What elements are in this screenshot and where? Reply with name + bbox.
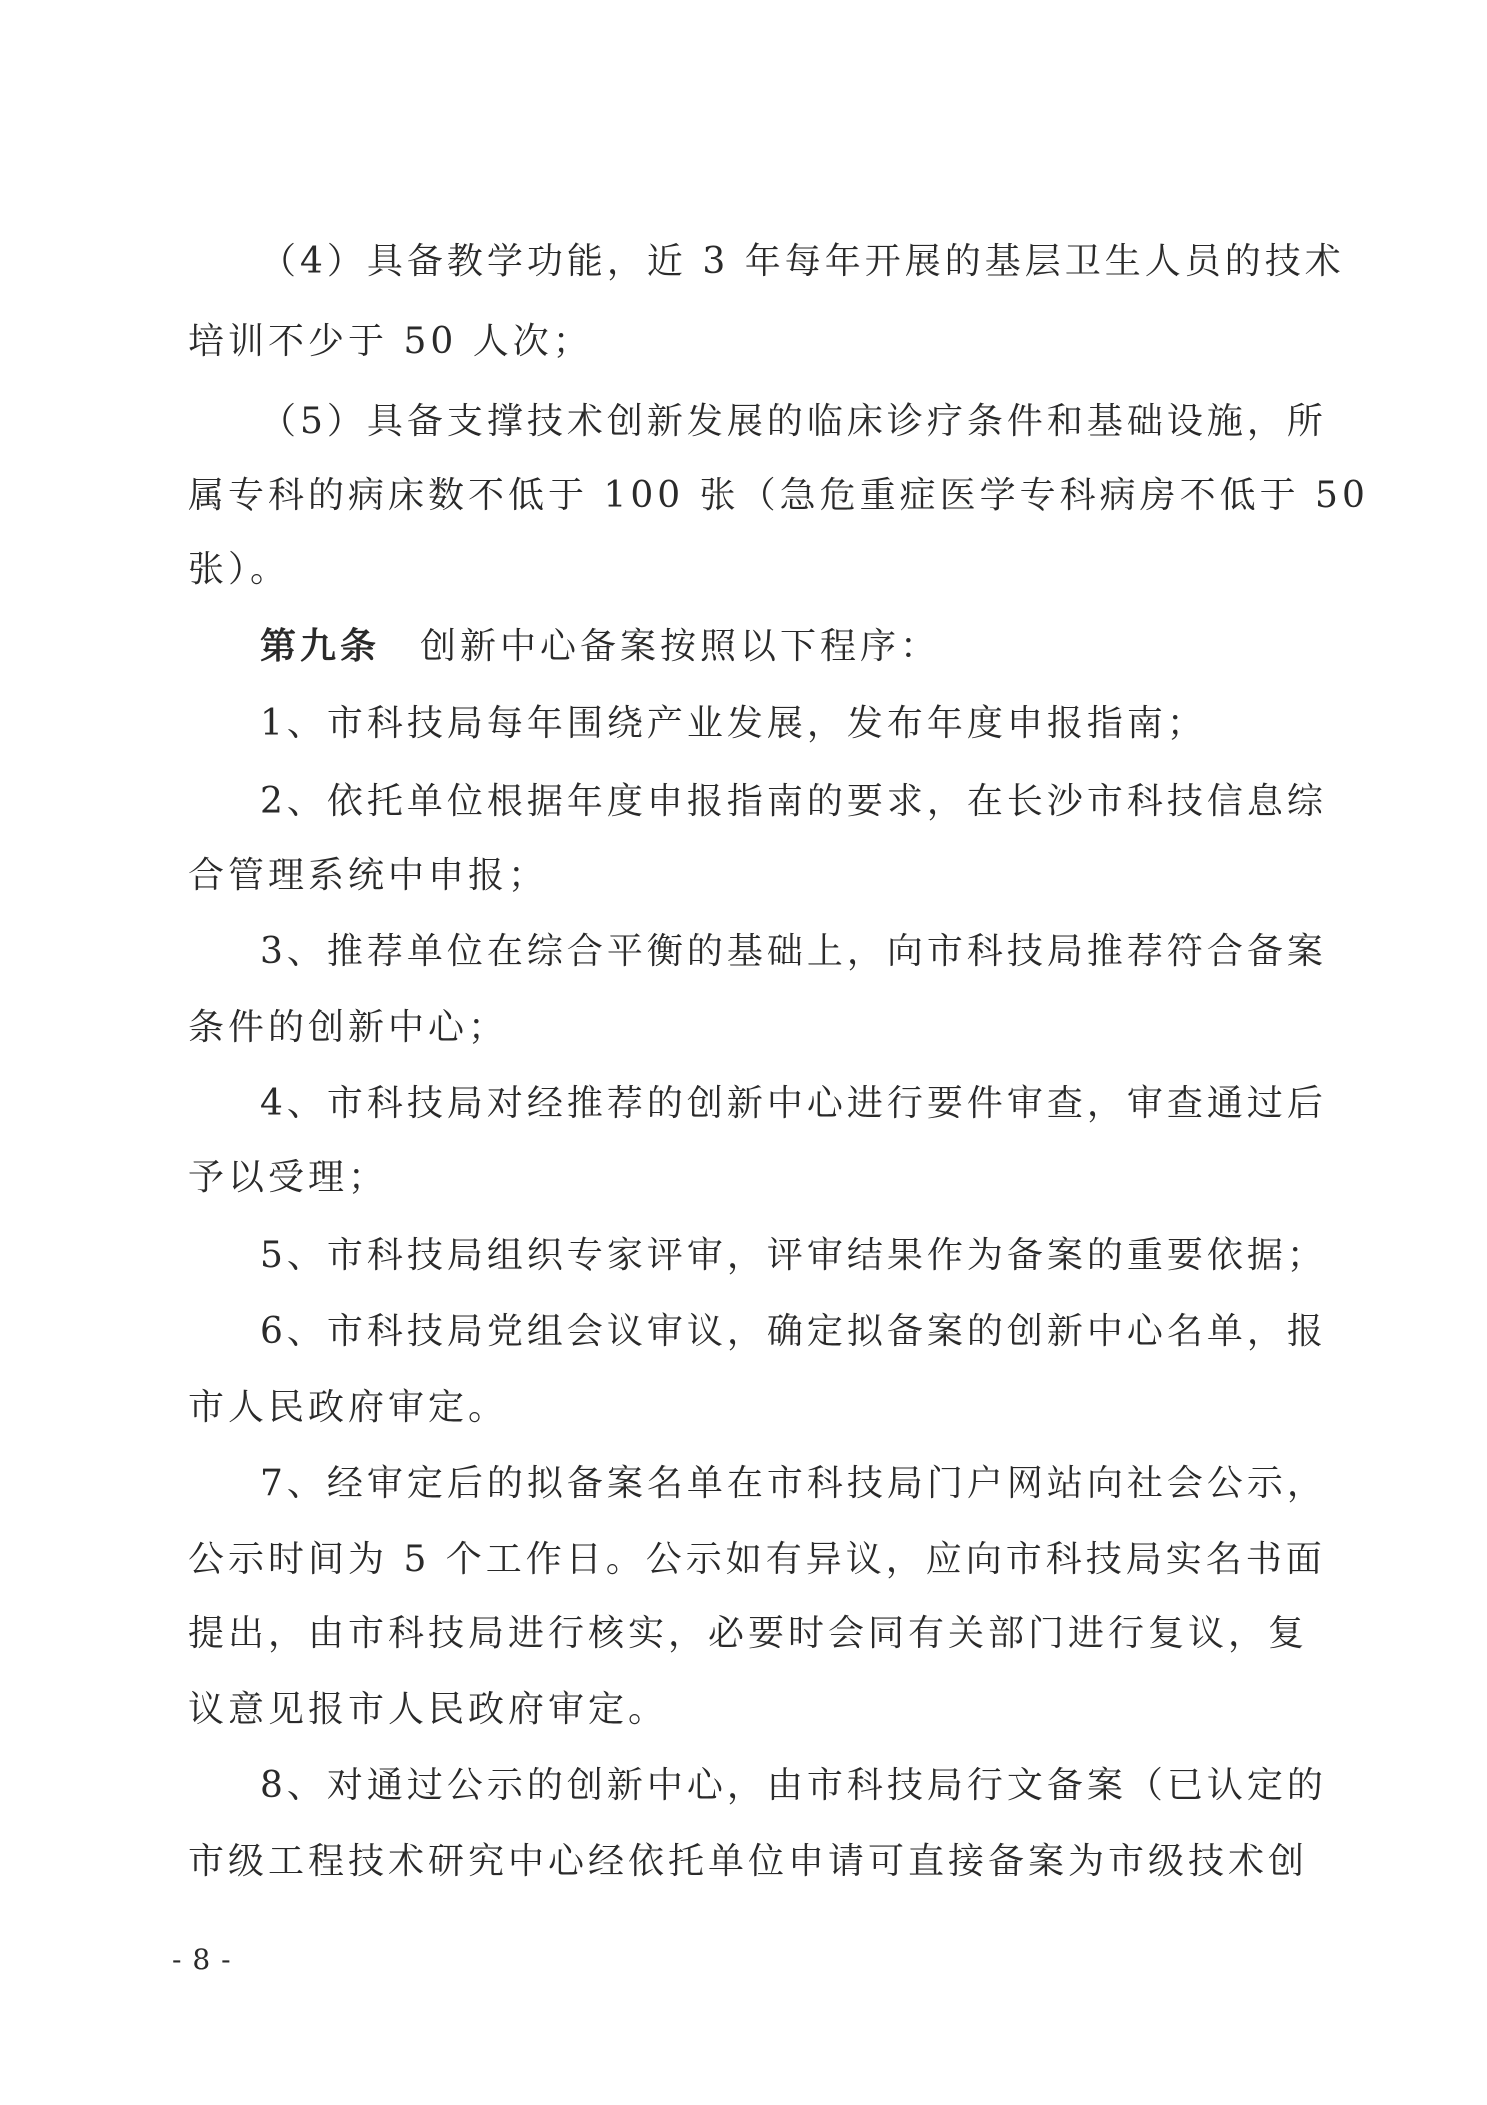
step-4-line-2: 予以受理； <box>188 1157 389 1198</box>
step-4-line-1: 4、市科技局对经推荐的创新中心进行要件审查，审查通过后 <box>260 1083 1327 1124</box>
article-9-text: 创新中心备案按照以下程序： <box>420 626 941 667</box>
step-6-line-2: 市人民政府审定。 <box>188 1387 509 1428</box>
step-8-line-1: 8、对通过公示的创新中心，由市科技局行文备案（已认定的 <box>260 1765 1327 1806</box>
step-6-line-1: 6、市科技局党组会议审议，确定拟备案的创新中心名单，报 <box>260 1311 1327 1352</box>
step-3-line-2: 条件的创新中心； <box>188 1007 509 1048</box>
step-7-line-4: 议意见报市人民政府审定。 <box>188 1689 669 1730</box>
step-7-line-3: 提出，由市科技局进行核实，必要时会同有关部门进行复议，复 <box>188 1613 1309 1654</box>
page-number: - 8 - <box>172 1943 232 1976</box>
paragraph-5-line-1: （5）具备支撑技术创新发展的临床诊疗条件和基础设施，所 <box>260 401 1327 442</box>
step-8-line-2: 市级工程技术研究中心经依托单位申请可直接备案为市级技术创 <box>188 1841 1309 1882</box>
article-9-heading: 第九条 <box>260 625 381 667</box>
step-7-line-2: 公示时间为 5 个工作日。公示如有异议，应向市科技局实名书面 <box>188 1539 1326 1580</box>
paragraph-5-line-2: 属专科的病床数不低于 100 张（急危重症医学专科病房不低于 50 <box>188 475 1369 516</box>
paragraph-4-line-2: 培训不少于 50 人次； <box>188 321 593 362</box>
step-7-line-1: 7、经审定后的拟备案名单在市科技局门户网站向社会公示， <box>260 1463 1327 1504</box>
step-3-line-1: 3、推荐单位在综合平衡的基础上，向市科技局推荐符合备案 <box>260 931 1327 972</box>
step-2-line-1: 2、依托单位根据年度申报指南的要求，在长沙市科技信息综 <box>260 781 1327 822</box>
paragraph-4-line-1: （4）具备教学功能，近 3 年每年开展的基层卫生人员的技术 <box>260 241 1345 282</box>
step-1-line-1: 1、市科技局每年围绕产业发展，发布年度申报指南； <box>260 703 1207 744</box>
paragraph-5-line-3: 张）。 <box>188 549 291 590</box>
step-2-line-2: 合管理系统中申报； <box>188 855 549 896</box>
step-5-line-1: 5、市科技局组织专家评审，评审结果作为备案的重要依据； <box>260 1235 1327 1276</box>
article-9 <box>0 622 1305 671</box>
